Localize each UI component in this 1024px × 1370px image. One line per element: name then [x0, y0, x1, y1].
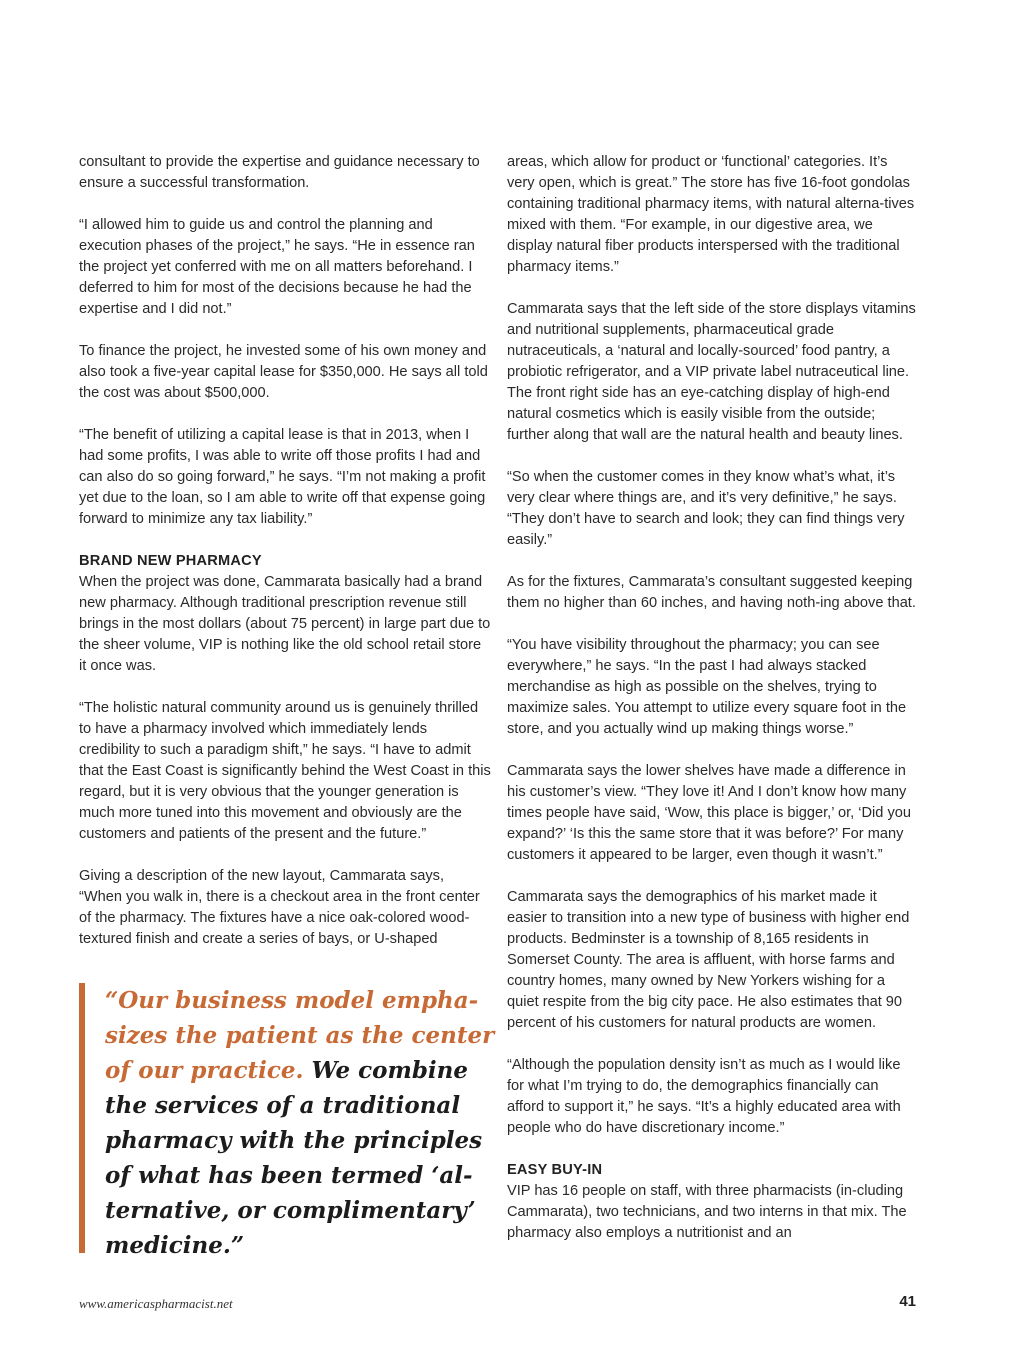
body-paragraph: When the project was done, Cammarata basically had a brand new pharmacy. Although traditional prescription revenue still brings in the most dollars (about 75 percent) in large part due to the sheer volume, VIP is nothing like the old school retail store it once was.: [79, 574, 491, 674]
pull-quote: [79, 983, 499, 1259]
body-paragraph: Cammarata says the lower shelves have made a difference in his customer’s view. “They love it! And I don’t know how many times people have said, ‘Wow, this place is bigger,’ or, ‘Did you expand?’ ‘Is this the same store that it was before?’ For many customers it appeared to be larger, even though it wasn’t.”: [507, 763, 911, 863]
left-column: [79, 152, 491, 971]
body-paragraph: Cammarata says that the left side of the store displays vitamins and nutritional supplements, pharmaceutical grade nutraceuticals, a ‘natural and locally-sourced’ food pantry, a probiotic refrigerator, and a VIP private label nutraceutical line. The front right side has an eye-catching display of high-end natural cosmetics which is easily visible from the outside; further along that wall are the natural health and beauty lines.: [507, 301, 916, 443]
pull-quote-rest: We combine the services of a traditional pharmacy with the principles of what has been termed ‘al-ternative, or complimentary’ medicine.”: [105, 1057, 483, 1259]
pull-quote-text: [105, 983, 499, 1263]
body-paragraph: To finance the project, he invested some of his own money and also took a five-year capital lease for $350,000. He says all told the cost was about $500,000.: [79, 343, 488, 401]
body-paragraph: “Although the population density isn’t as much as I would like for what I’m trying to do, the demographics financially can afford to support it,” he says. “It’s a highly educated area with people who do have discretionary income.”: [507, 1057, 901, 1136]
body-paragraph: Cammarata says the demographics of his market made it easier to transition into a new type of business with higher end products. Bedminster is a township of 8,165 residents in Somerset County. The area is affluent, with horse farms and country homes, many owned by New Yorkers wishing for a quiet respite from the big city pace. He also estimates that 90 percent of his customers for natural products are women.: [507, 889, 910, 1031]
body-paragraph: “The holistic natural community around us is genuinely thrilled to have a pharmacy involved which immediately lends credibility to such a paradigm shift,” he says. “I have to admit that the East Coast is significantly behind the West Coast in this regard, but it is very obvious that the younger generation is much more tuned into this movement and obviously are the customers and patients of the present and the future.”: [79, 700, 491, 842]
right-column: [507, 152, 919, 1265]
body-paragraph: “You have visibility throughout the pharmacy; you can see everywhere,” he says. “In the past I had always stacked merchandise as high as possible on the shelves, trying to maximize sales. You attempt to utilize every square foot in the store, and you actually wind up making things worse.”: [507, 637, 907, 737]
body-paragraph: Giving a description of the new layout, Cammarata says, “When you walk in, there is a checkout area in the front center of the pharmacy. The fixtures have a nice oak-colored wood-textured finish and create a series of bays, or U-shaped: [79, 868, 480, 947]
body-paragraph: areas, which allow for product or ‘functional’ categories. It’s very open, which is great.” The store has five 16-foot gondolas containing traditional pharmacy items, with natural alterna-tives mixed with them. “For example, in our digestive area, we display natural fiber products interspersed with the traditional pharmacy items.”: [507, 154, 915, 275]
body-paragraph: “I allowed him to guide us and control the planning and execution phases of the project,” he says. “He in essence ran the project yet conferred with me on all matters beforehand. I deferred to him for most of the decisions because he had the expertise and I did not.”: [79, 217, 475, 317]
body-paragraph: consultant to provide the expertise and guidance necessary to ensure a successful transformation.: [79, 154, 480, 191]
pull-quote-accent: “Our business model empha-sizes the patient as the center of our practice.: [105, 987, 495, 1084]
body-paragraph: “So when the customer comes in they know what’s what, it’s very clear where things are, and it’s very definitive,” he says. “They don’t have to search and look; they can find things very easily.”: [507, 469, 905, 548]
body-paragraph: “The benefit of utilizing a capital lease is that in 2013, when I had some profits, I was able to write off those profits I had and can also do so going forward,” he says. “I’m not making a profit yet due to the loan, so I am able to write off that expense going forward to minimize any tax liability.”: [79, 427, 486, 527]
section-heading: EASY BUY-IN: [507, 1162, 603, 1178]
section-heading: BRAND NEW PHARMACY: [79, 553, 262, 569]
body-paragraph: VIP has 16 people on staff, with three pharmacists (in-cluding Cammarata), two technicians, and two interns in that mix. The pharmacy also employs a nutritionist and an: [507, 1183, 907, 1241]
page-number: 41: [899, 1293, 916, 1310]
body-paragraph: As for the fixtures, Cammarata’s consultant suggested keeping them no higher than 60 inches, and having noth-ing above that.: [507, 574, 916, 611]
footer-url: www.americaspharmacist.net: [79, 1296, 233, 1311]
